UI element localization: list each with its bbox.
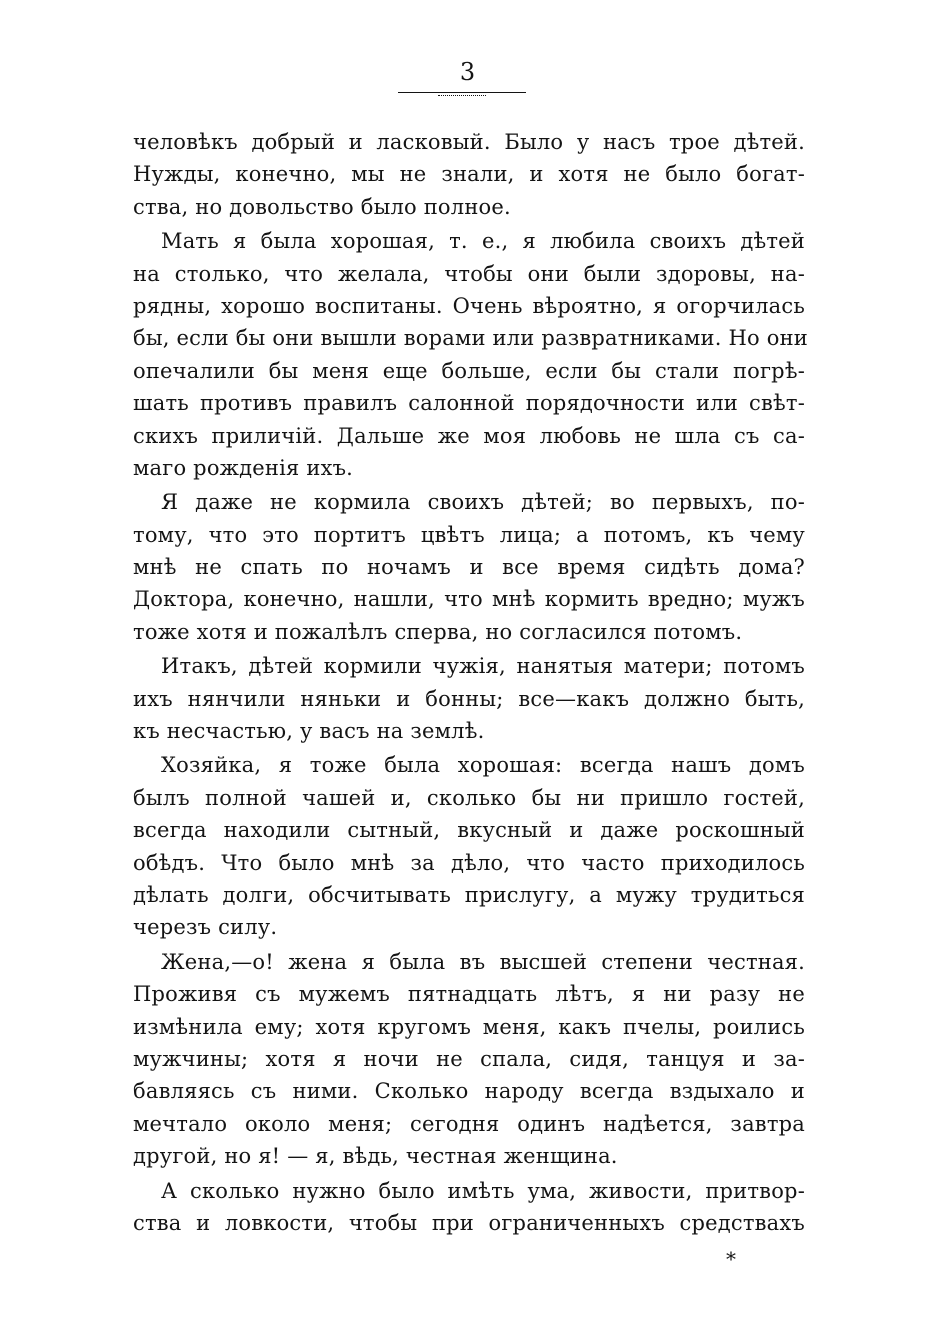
text-line: на столько, что желала, чтобы они были здоровы, на- [133, 261, 805, 286]
text-line: Я даже не кормила своихъ дѣтей; во первыхъ, по- [161, 490, 805, 515]
text-line: дѣлать долги, обсчитывать прислугу, а мужу трудиться [133, 882, 805, 907]
text-line: измѣнила ему; хотя кругомъ меня, какъ пчелы, роились [133, 1014, 805, 1039]
paragraph-6 [133, 946, 805, 1173]
header-divider [398, 92, 526, 93]
text-line: маго рожденія ихъ. [133, 455, 354, 480]
paragraph-3 [133, 486, 805, 648]
page-number: 3 [459, 58, 477, 86]
paragraph-5 [133, 749, 805, 943]
paragraph-4 [133, 650, 805, 747]
text-line: бы, если бы они вышли ворами или развратниками. Но они [133, 326, 808, 351]
text-line: опечалили бы меня еще больше, если бы стали погрѣ- [133, 358, 805, 383]
text-line: тому, что это портитъ цвѣтъ лица; а потомъ, къ чему [133, 522, 805, 547]
paragraph-1 [133, 126, 805, 223]
text-line: бавляясь съ ними. Сколько народу всегда вздыхало и [133, 1079, 805, 1104]
body-text [133, 126, 808, 1241]
text-line: А сколько нужно было имѣть ума, живости, притвор- [161, 1178, 805, 1203]
text-line: всегда находили сытный, вкусный и даже роскошный [133, 818, 805, 843]
text-line: обѣдъ. Что было мнѣ за дѣло, что часто приходилось [133, 850, 805, 875]
text-line: Хозяйка, я тоже была хорошая: всегда нашъ домъ [161, 753, 805, 778]
text-line: тоже хотя и пожалѣлъ сперва, но согласился потомъ. [133, 619, 743, 644]
paragraph-7 [133, 1175, 805, 1240]
text-line: Жена,—о! жена я была въ высшей степени честная. [161, 949, 805, 974]
text-line: къ несчастью, у васъ на землѣ. [133, 719, 485, 744]
text-line: былъ полной чашей и, сколько бы ни пришло гостей, [133, 785, 805, 810]
text-line: другой, но я! — я, вѣдь, честная женщина. [133, 1144, 618, 1169]
text-line: ихъ нянчили няньки и бонны; все—какъ должно быть, [133, 686, 805, 711]
text-line: Нужды, конечно, мы не знали, и хотя не было богат- [133, 162, 805, 187]
page-header [0, 58, 936, 86]
text-line: Проживя съ мужемъ пятнадцать лѣтъ, я ни разу не [133, 982, 805, 1007]
text-line: человѣкъ добрый и ласковый. Было у насъ трое дѣтей. [133, 130, 805, 154]
text-line: скихъ приличій. Дальше же моя любовь не шла съ са- [133, 423, 805, 448]
text-line: мужчины; хотя я ночи не спала, сидя, танцуя и за- [133, 1046, 805, 1071]
text-line: ства и ловкости, чтобы при ограниченныхъ средствахъ [133, 1210, 805, 1235]
text-line: рядны, хорошо воспитаны. Очень вѣроятно, я огорчилась [133, 293, 805, 318]
text-line: мнѣ не спать по ночамъ и все время сидѣть дома? [133, 555, 805, 580]
text-line: Мать я была хорошая, т. е., я любила своихъ дѣтей [161, 229, 805, 254]
text-line: мечтало около меня; сегодня одинъ надѣется, завтра [133, 1111, 805, 1136]
text-line: Доктора, конечно, нашли, что мнѣ кормить вредно; мужъ [133, 587, 805, 612]
text-line: Итакъ, дѣтей кормили чужія, нанятыя матери; потомъ [161, 654, 805, 679]
paragraph-2 [133, 225, 808, 484]
signature-mark: * [726, 1247, 736, 1271]
text-line: черезъ силу. [133, 915, 278, 940]
text-line: ства, но довольство было полное. [133, 194, 511, 219]
text-line: шать противъ правилъ салонной порядочности или свѣт- [133, 391, 805, 416]
